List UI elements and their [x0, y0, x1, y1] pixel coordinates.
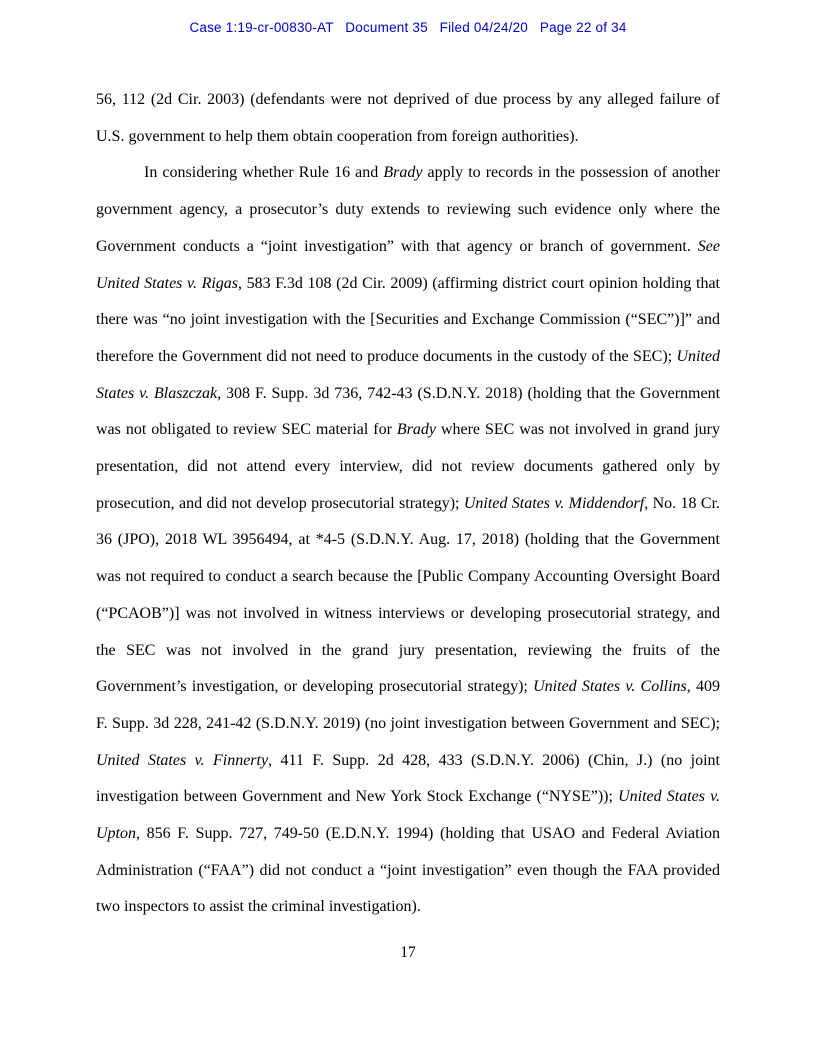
text-run-italic: United States v. Blaszczak	[96, 347, 720, 402]
text-run: apply to records in the possession of another government agency, a prosecutor’s duty extends to reviewing such evidence only where the Government conducts a “joint investigation” with that agency or branch of government.	[96, 164, 721, 255]
text-run: 56, 112 (2d Cir. 2003) (defendants were not deprived of due process by any alleged failure of U.S. government to help them obtain cooperation from foreign authorities).	[96, 91, 720, 145]
text-run: In considering whether Rule 16 and	[144, 164, 384, 182]
paragraph	[96, 155, 720, 926]
page-number: 17	[400, 944, 416, 961]
text-run-italic: Brady	[396, 421, 436, 439]
document-body	[96, 82, 720, 926]
text-run-italic: Brady	[383, 164, 423, 182]
text-run-italic: United States v. Upton	[96, 788, 721, 843]
text-run: , 856 F. Supp. 727, 749-50 (E.D.N.Y. 1994) (holding that USAO and Federal Aviation Administration (“FAA”) did not conduct a “joint investigation” even though the FAA provided two inspectors to assist the criminal investigation).	[96, 825, 720, 916]
text-run: , 411 F. Supp. 2d 428, 433 (S.D.N.Y. 2006) (Chin, J.) (no joint investigation between Government and New York Stock Exchange (“NYSE”));	[96, 751, 720, 806]
text-run-italic: See United States v. Rigas	[96, 237, 720, 292]
text-run: , 308 F. Supp. 3d 736, 742-43 (S.D.N.Y. 2018) (holding that the Government was not obligated to review SEC material for	[96, 384, 721, 439]
text-run: where SEC was not involved in grand jury presentation, did not attend every interview, did not review documents gathered only by prosecution, and did not develop prosecutorial strategy);	[96, 421, 720, 512]
ecf-stamp-header: Case 1:19-cr-00830-AT Document 35 Filed 04/24/20 Page 22 of 34	[189, 20, 627, 35]
text-run-italic: United States v. Finnerty	[96, 751, 269, 769]
paragraph	[96, 82, 720, 155]
text-run-italic: United States v. Middendorf	[463, 494, 645, 512]
text-run: , 583 F.3d 108 (2d Cir. 2009) (affirming district court opinion holding that there was “no joint investigation with the [Securities and Exchange Commission (“SEC”)]” and therefore the Government did not need to produce documents in the custody of the SEC);	[96, 274, 721, 365]
text-run: , 409 F. Supp. 3d 228, 241-42 (S.D.N.Y. 2019) (no joint investigation between Government and SEC);	[96, 678, 721, 732]
text-run-italic: United States v. Collins	[533, 678, 687, 696]
text-run: , No. 18 Cr. 36 (JPO), 2018 WL 3956494, at *4-5 (S.D.N.Y. Aug. 17, 2018) (holding that the Government was not required to conduct a search because the [Public Company Accounting Oversight Board (“PCAOB”)] was not involved in witness interviews or developing prosecutorial strategy, and the SEC was not involved in the grand jury presentation, reviewing the fruits of the Government’s investigation, or developing prosecutorial strategy);	[96, 494, 721, 696]
